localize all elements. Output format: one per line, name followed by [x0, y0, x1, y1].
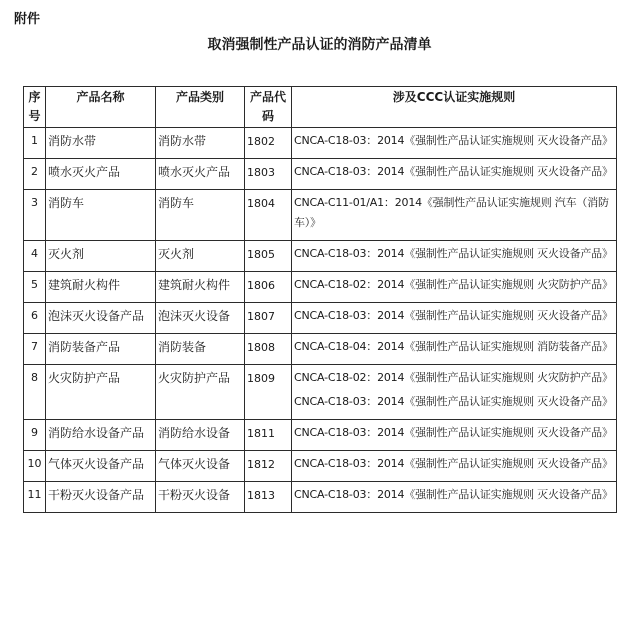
- cell-product-category: 火灾防护产品: [156, 365, 245, 420]
- cell-product-code: 1809: [245, 365, 292, 420]
- cell-ccc-rules: [292, 365, 617, 420]
- table-row: [24, 303, 617, 334]
- table-row: [24, 451, 617, 482]
- cell-ccc-rules: [292, 451, 617, 482]
- cell-product-name: 消防给水设备产品: [46, 420, 156, 451]
- rule-text: CNCA-C18-04：2014《强制性产品认证实施规则 消防装备产品》: [294, 340, 613, 353]
- table-row: [24, 272, 617, 303]
- cell-product-code: 1802: [245, 128, 292, 159]
- table-row: [24, 159, 617, 190]
- rule-text: CNCA-C18-03：2014《强制性产品认证实施规则 灭火设备产品》: [294, 457, 613, 470]
- cell-serial-no: 7: [24, 334, 46, 365]
- cell-product-code: 1807: [245, 303, 292, 334]
- cell-product-name: 火灾防护产品: [46, 365, 156, 420]
- cell-serial-no: 6: [24, 303, 46, 334]
- cell-product-name: 建筑耐火构件: [46, 272, 156, 303]
- cell-product-category: 消防装备: [156, 334, 245, 365]
- cell-serial-no: 10: [24, 451, 46, 482]
- cell-serial-no: 4: [24, 241, 46, 272]
- cell-serial-no: 11: [24, 482, 46, 513]
- cell-product-name: 灭火剂: [46, 241, 156, 272]
- header-product-name: 产品名称: [46, 87, 156, 128]
- document-title: 取消强制性产品认证的消防产品清单: [207, 37, 432, 53]
- cell-ccc-rules: [292, 128, 617, 159]
- table-row: [24, 128, 617, 159]
- cell-ccc-rules: [292, 420, 617, 451]
- cell-product-name: 消防水带: [46, 128, 156, 159]
- header-serial-no: 序号: [24, 87, 46, 128]
- cell-product-category: 灭火剂: [156, 241, 245, 272]
- cell-product-category: 泡沫灭火设备: [156, 303, 245, 334]
- rule-text: CNCA-C18-03：2014《强制性产品认证实施规则 灭火设备产品》: [294, 134, 613, 147]
- cell-product-code: 1811: [245, 420, 292, 451]
- cell-serial-no: 3: [24, 190, 46, 241]
- rule-text: CNCA-C18-03：2014《强制性产品认证实施规则 灭火设备产品》: [294, 395, 613, 408]
- cell-product-code: 1806: [245, 272, 292, 303]
- cell-product-code: 1805: [245, 241, 292, 272]
- cell-product-category: 建筑耐火构件: [156, 272, 245, 303]
- cell-serial-no: 5: [24, 272, 46, 303]
- cell-serial-no: 8: [24, 365, 46, 420]
- cell-product-code: 1812: [245, 451, 292, 482]
- rule-text: CNCA-C18-03：2014《强制性产品认证实施规则 灭火设备产品》: [294, 309, 613, 322]
- table-row: [24, 241, 617, 272]
- cell-product-code: 1803: [245, 159, 292, 190]
- cell-product-category: 消防给水设备: [156, 420, 245, 451]
- product-list-table: [23, 86, 617, 513]
- cell-product-name: 喷水灭火产品: [46, 159, 156, 190]
- cell-ccc-rules: [292, 159, 617, 190]
- cell-product-code: 1813: [245, 482, 292, 513]
- rule-text: CNCA-C11-01/A1：2014《强制性产品认证实施规则 汽车（消防车）》: [294, 196, 609, 229]
- cell-serial-no: 2: [24, 159, 46, 190]
- cell-product-category: 消防车: [156, 190, 245, 241]
- cell-ccc-rules: [292, 303, 617, 334]
- header-ccc-rules: 涉及CCC认证实施规则: [292, 87, 617, 128]
- cell-serial-no: 1: [24, 128, 46, 159]
- cell-ccc-rules: [292, 334, 617, 365]
- attachment-label: 附件: [14, 12, 41, 27]
- cell-product-category: 干粉灭火设备: [156, 482, 245, 513]
- cell-product-name: 消防车: [46, 190, 156, 241]
- rule-text: CNCA-C18-02：2014《强制性产品认证实施规则 火灾防护产品》: [294, 371, 613, 384]
- table-row: [24, 365, 617, 420]
- header-product-code: 产品代码: [245, 87, 292, 128]
- cell-product-category: 气体灭火设备: [156, 451, 245, 482]
- cell-product-name: 泡沫灭火设备产品: [46, 303, 156, 334]
- cell-product-name: 消防装备产品: [46, 334, 156, 365]
- rule-text: CNCA-C18-03：2014《强制性产品认证实施规则 灭火设备产品》: [294, 247, 613, 260]
- cell-product-code: 1804: [245, 190, 292, 241]
- cell-product-name: 干粉灭火设备产品: [46, 482, 156, 513]
- cell-product-code: 1808: [245, 334, 292, 365]
- cell-ccc-rules: [292, 190, 617, 241]
- table-row: [24, 334, 617, 365]
- cell-serial-no: 9: [24, 420, 46, 451]
- table-row: [24, 190, 617, 241]
- header-product-category: 产品类别: [156, 87, 245, 128]
- table-header-row: [24, 87, 617, 128]
- cell-product-category: 喷水灭火产品: [156, 159, 245, 190]
- cell-ccc-rules: [292, 482, 617, 513]
- cell-ccc-rules: [292, 241, 617, 272]
- rule-text: CNCA-C18-02：2014《强制性产品认证实施规则 火灾防护产品》: [294, 278, 613, 291]
- rule-text: CNCA-C18-03：2014《强制性产品认证实施规则 灭火设备产品》: [294, 165, 613, 178]
- rule-text: CNCA-C18-03：2014《强制性产品认证实施规则 灭火设备产品》: [294, 426, 613, 439]
- table-row: [24, 482, 617, 513]
- table-row: [24, 420, 617, 451]
- table-body: [24, 128, 617, 513]
- rule-text: CNCA-C18-03：2014《强制性产品认证实施规则 灭火设备产品》: [294, 488, 613, 501]
- cell-product-category: 消防水带: [156, 128, 245, 159]
- cell-product-name: 气体灭火设备产品: [46, 451, 156, 482]
- cell-ccc-rules: [292, 272, 617, 303]
